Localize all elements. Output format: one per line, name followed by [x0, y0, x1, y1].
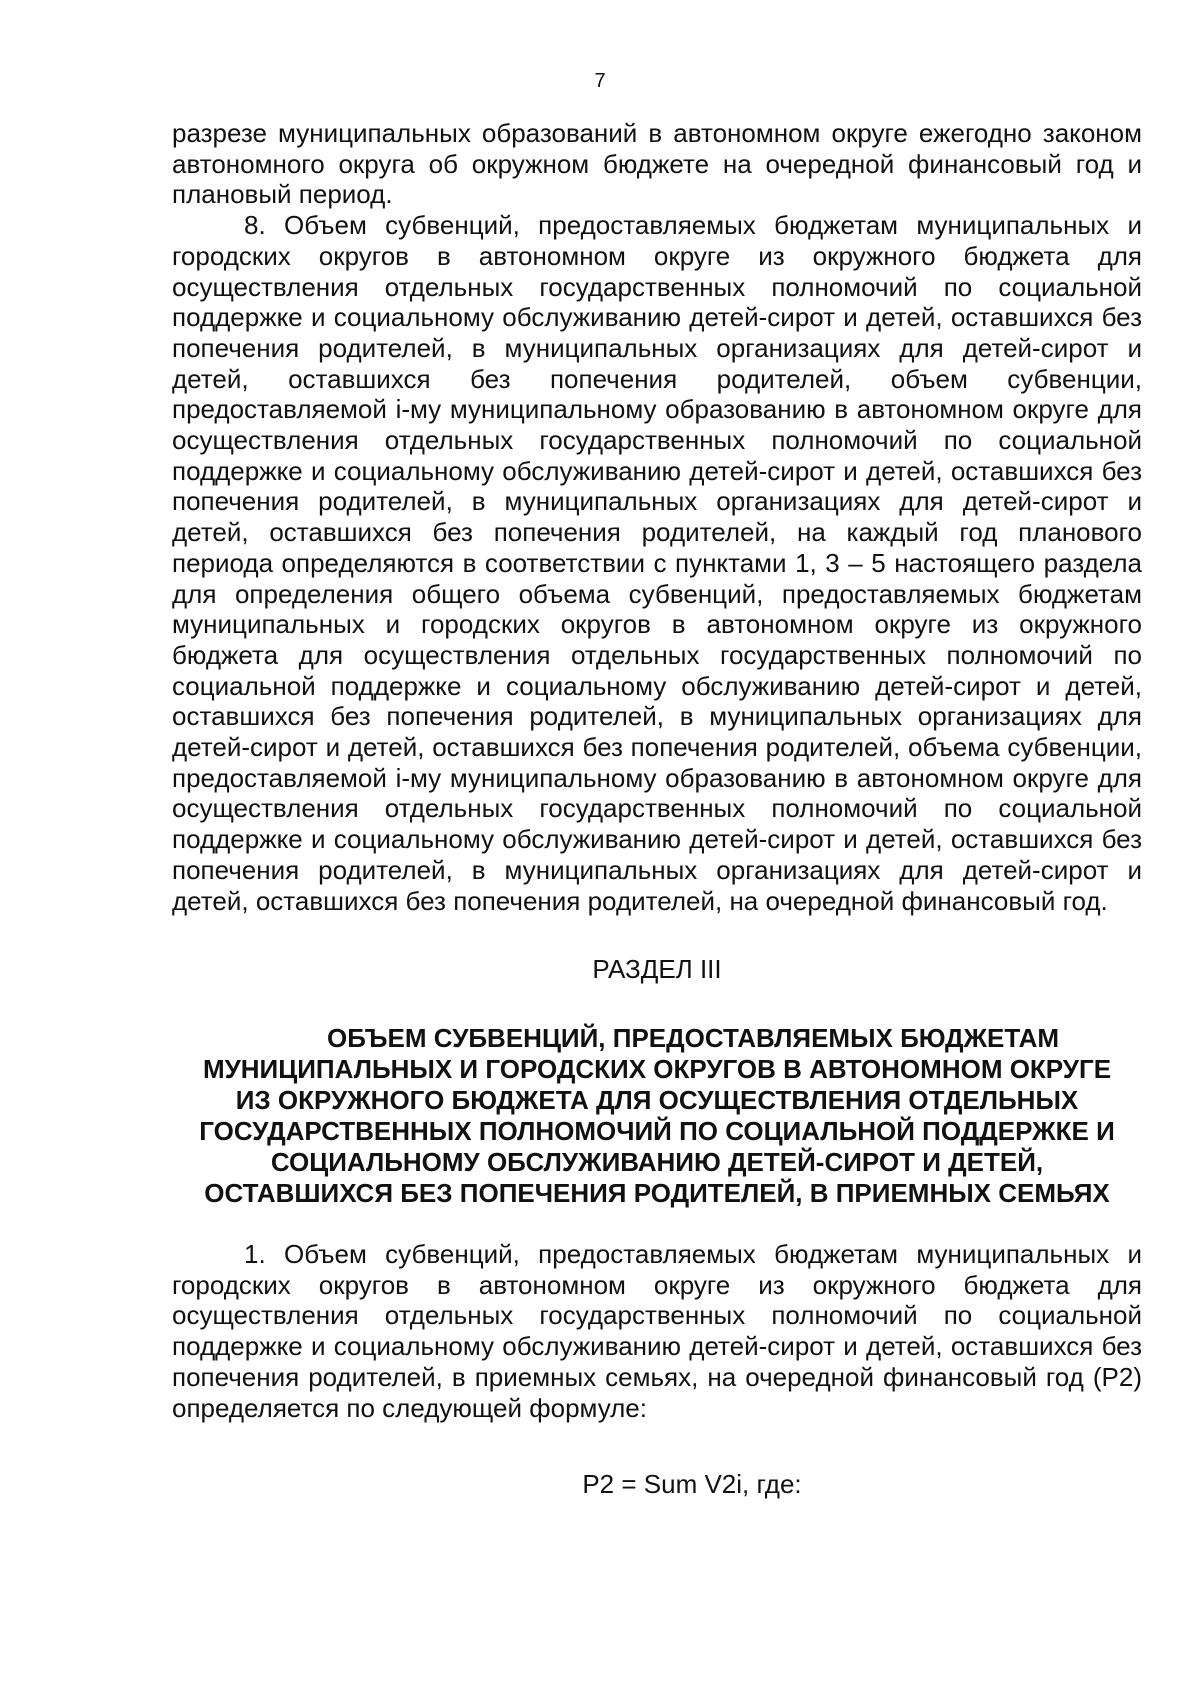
paragraph-item-8: 8. Объем субвенций, предоставляемых бюджетам муниципальных и городских округов в автономном округе из окружного бюджета для осуществления отдельных государственных полномочий по социальной поддержке и социальному обслуживанию детей-сирот и детей, оставшихся без попечения родителей, в муниципальных организациях для детей-сирот и детей, оставшихся без попечения родителей, объем субвенции, предоставляемой i-му муниципальному образованию в автономном округе для осуществления отдельных государственных полномочий по социальной поддержке и социальному обслуживанию детей-сирот и детей, оставшихся без попечения родителей, в муниципальных организациях для детей-сирот и детей, оставшихся без попечения родителей, на каждый год планового периода определяются в соответствии с пунктами 1, 3 – 5 настоящего раздела для определения общего объема субвенций, предоставляемых бюджетам муниципальных и городских округов в автономном округе из окружного бюджета для осуществления отдельных государственных полномочий по социальной поддержке и социальному обслуживанию детей-сирот и детей, оставшихся без попечения родителей, в муниципальных организациях для детей-сирот и детей, оставшихся без попечения родителей, объема субвенции, предоставляемой i-му муниципальному образованию в автономном округе для осуществления отдельных государственных полномочий по социальной поддержке и социальному обслуживанию детей-сирот и детей, оставшихся без попечения родителей, в муниципальных организациях для детей-сирот и детей, оставшихся без попечения родителей, на очередной финансовый год. [172, 210, 1142, 916]
formula: Р2 = Sum V2i, где: [582, 1469, 802, 1500]
document-body [172, 118, 1142, 1500]
page-number: 7 [594, 70, 606, 92]
section-title: ОБЪЕМ СУБВЕНЦИЙ, ПРЕДОСТАВЛЯЕМЫХ БЮДЖЕТАМ МУНИЦИПАЛЬНЫХ И ГОРОДСКИХ ОКРУГОВ В АВТОНОМНОМ ОКРУГЕ ИЗ ОКРУЖНОГО БЮДЖЕТА ДЛЯ ОСУЩЕСТВЛЕНИЯ ОТДЕЛЬНЫХ ГОСУДАРСТВЕННЫХ ПОЛНОМОЧИЙ ПО СОЦИАЛЬНОЙ ПОДДЕРЖКЕ И СОЦИАЛЬНОМУ ОБСЛУЖИВАНИЮ ДЕТЕЙ-СИРОТ И ДЕТЕЙ, ОСТАВШИХСЯ БЕЗ ПОПЕЧЕНИЯ РОДИТЕЛЕЙ, В ПРИЕМНЫХ СЕМЬЯХ [199, 1022, 1115, 1208]
paragraph-continuation: разрезе муниципальных образований в автономном округе ежегодно законом автономного округа об окружном бюджете на очередной финансовый год и плановый период. [172, 118, 1142, 210]
paragraph-item-1: 1. Объем субвенций, предоставляемых бюджетам муниципальных и городских округов в автономном округе из окружного бюджета для осуществления отдельных государственных полномочий по социальной поддержке и социальному обслуживанию детей-сирот и детей, оставшихся без попечения родителей, в приемных семьях, на очередной финансовый год (Р2) определяется по следующей формуле: [172, 1238, 1142, 1423]
section-label: РАЗДЕЛ III [592, 954, 722, 985]
